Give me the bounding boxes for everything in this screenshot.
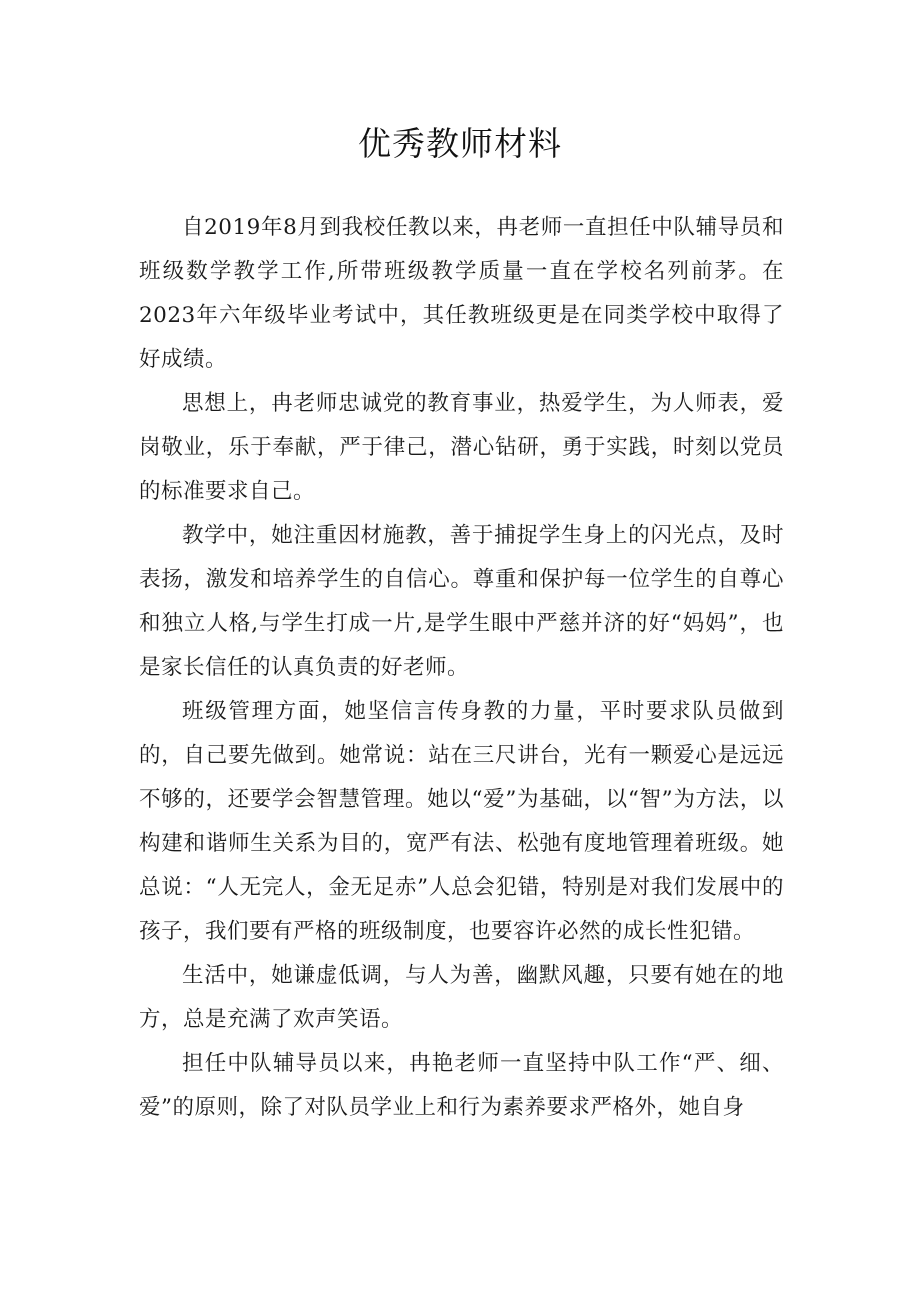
paragraph-class-management: 班级管理方面，她坚信言传身教的力量，平时要求队员做到的，自己要先做到。她常说：站在三尺讲台，光有一颗爱心是远远不够的，还要学会智慧管理。她以“爱”为基础，以“智”为方法，以构建和谐师生关系为目的，宽严有法、松弛有度地管理着班级。她总说：“人无完人，金无足赤”人总会犯错，特别是对我们发展中的孩子，我们要有严格的班级制度，也要容许必然的成长性犯错。	[139, 699, 784, 944]
paragraph-ideology: 思想上，冉老师忠诚党的教育事业，热爱学生，为人师表，爱岗敬业，乐于奉献，严于律己，潜心钻研，勇于实践，时刻以党员的标准要求自己。	[139, 391, 784, 504]
paragraph-intro: 自2019年8月到我校任教以来，冉老师一直担任中队辅导员和班级数学教学工作,所带班级教学质量一直在学校名列前茅。在2023年六年级毕业考试中，其任教班级更是在同类学校中取得了好成绩。	[139, 215, 784, 372]
paragraph-counselor: 担任中队辅导员以来，冉艳老师一直坚持中队工作“严、细、爱”的原则，除了对队员学业上和行为素养要求严格外，她自身	[139, 1051, 784, 1120]
paragraph-teaching: 教学中，她注重因材施教，善于捕捉学生身上的闪光点，及时表扬，激发和培养学生的自信心。尊重和保护每一位学生的自尊心和独立人格,与学生打成一片,是学生眼中严慈并济的好“妈妈”，也是家长信任的认真负责的好老师。	[139, 523, 784, 680]
paragraph-life: 生活中，她谦虚低调，与人为善，幽默风趣，只要有她在的地方，总是充满了欢声笑语。	[139, 963, 784, 1032]
document-title: 优秀教师材料	[358, 124, 562, 163]
document-body	[139, 206, 784, 1130]
